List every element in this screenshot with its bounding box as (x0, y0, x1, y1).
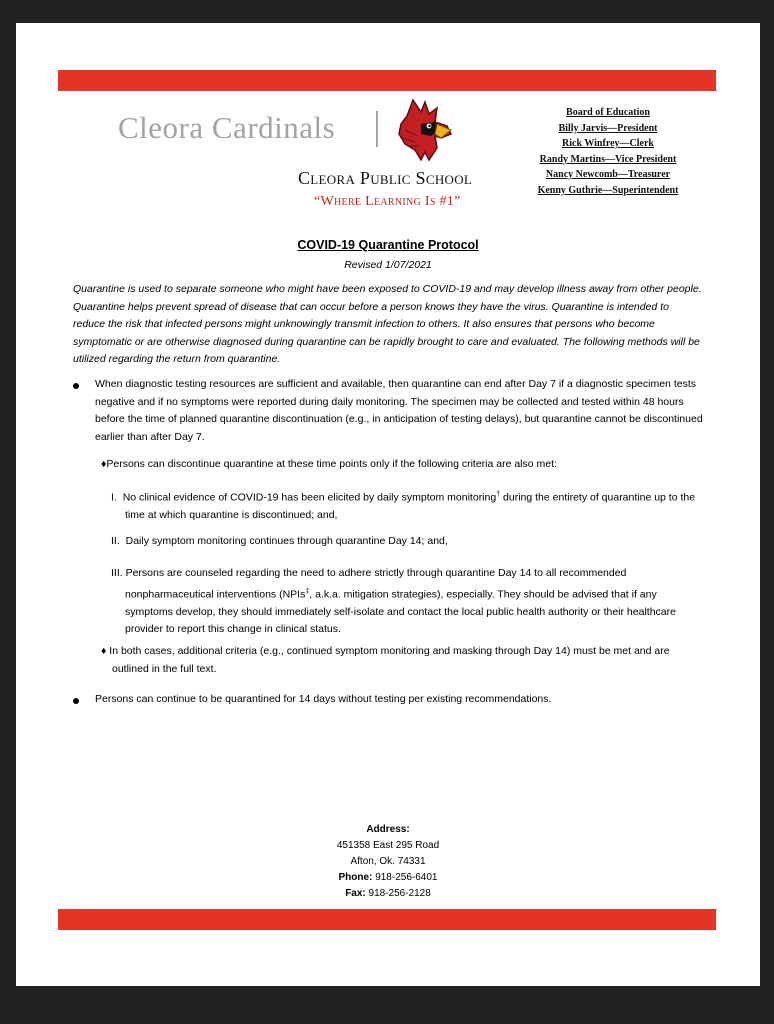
logo-divider (376, 111, 378, 147)
fax-number: 918-256-2128 (368, 888, 431, 899)
board-title: Board of Education (566, 107, 650, 118)
board-of-education (524, 105, 692, 198)
board-member: Billy Jarvis—President (558, 122, 658, 134)
bullet-icon (73, 698, 79, 704)
cardinal-bird-icon (391, 96, 457, 164)
criterion-item: III. Persons are counseled regarding the need to adhere strictly through quarantine Day 14 to all recommended nonpharmaceutical interventions (NPIs‡, a.k.a. mitigation strategies), especially. They should be advised that if any symptoms develop, they should immediately self-isolate and contact the local public health authority or their healthcare provider to report this change in clinical status. (111, 567, 676, 635)
phone-label: Phone: (338, 872, 373, 883)
bullet-testing: When diagnostic testing resources are sufficient and available, then quarantine can end after Day 7 if a diagnostic specimen tests negative and if no symptoms were reported during daily monitoring. The specimen may be collected and tested within 48 hours before the time of planned quarantine discontinuation (e.g., in anticipation of testing delays), but quarantine cannot be discontinued earlier than after Day 7. (95, 378, 703, 443)
logo-text: Cleora Cardinals (118, 110, 336, 145)
address-label: Address: (366, 824, 410, 835)
document-title: COVID-19 Quarantine Protocol (297, 238, 479, 252)
fax-label: Fax: (345, 888, 366, 899)
board-member: Kenny Guthrie—Superintendent (537, 184, 679, 196)
board-member: Randy Martins—Vice President (539, 153, 677, 165)
bottom-red-bar (58, 909, 716, 930)
top-red-bar (58, 70, 716, 91)
bullet-icon (73, 383, 79, 389)
intro-paragraph: Quarantine is used to separate someone who might have been exposed to COVID-19 and may develop illness away from other people. Quarantine helps prevent spread of disease that can occur before a person knows they have the virus. Quarantine is intended to reduce the risk that infected persons might unknowingly transmit infection to others. It also ensures that persons who become symptomatic or are otherwise diagnosed during quarantine can be rapidly brought to care and evaluated. The following methods will be utilized regarding the return from quarantine. (73, 283, 702, 365)
criterion-item: I. No clinical evidence of COVID-19 has been elicited by daily symptom monitoring† during the entirety of quarantine up to the time at which quarantine is discontinued; and, (111, 491, 696, 521)
street: 451358 East 295 Road (336, 840, 440, 851)
bullet-14-days: Persons can continue to be quarantined for 14 days without testing per existing recommendations. (95, 693, 552, 705)
city: Afton, Ok. 74331 (350, 856, 426, 867)
board-member: Rick Winfrey—Clerk (562, 138, 654, 149)
revised-date: Revised 1/07/2021 (344, 259, 432, 271)
criteria-intro: ♦Persons can discontinue quarantine at these time points only if the following criteria are also met: (101, 458, 557, 470)
phone-number: 918-256-6401 (375, 872, 438, 883)
additional-criteria-note: ♦ In both cases, additional criteria (e.g., continued symptom monitoring and masking through Day 14) must be met and are outlined in the full text. (101, 645, 670, 675)
document-page (16, 23, 760, 986)
board-member: Nancy Newcomb—Treasurer (545, 169, 671, 180)
address-block (16, 822, 760, 902)
criterion-item: II. Daily symptom monitoring continues through quarantine Day 14; and, (111, 535, 448, 547)
school-tagline: “Where Learning Is #1” (314, 194, 461, 209)
school-name: Cleora Public School (298, 168, 473, 188)
